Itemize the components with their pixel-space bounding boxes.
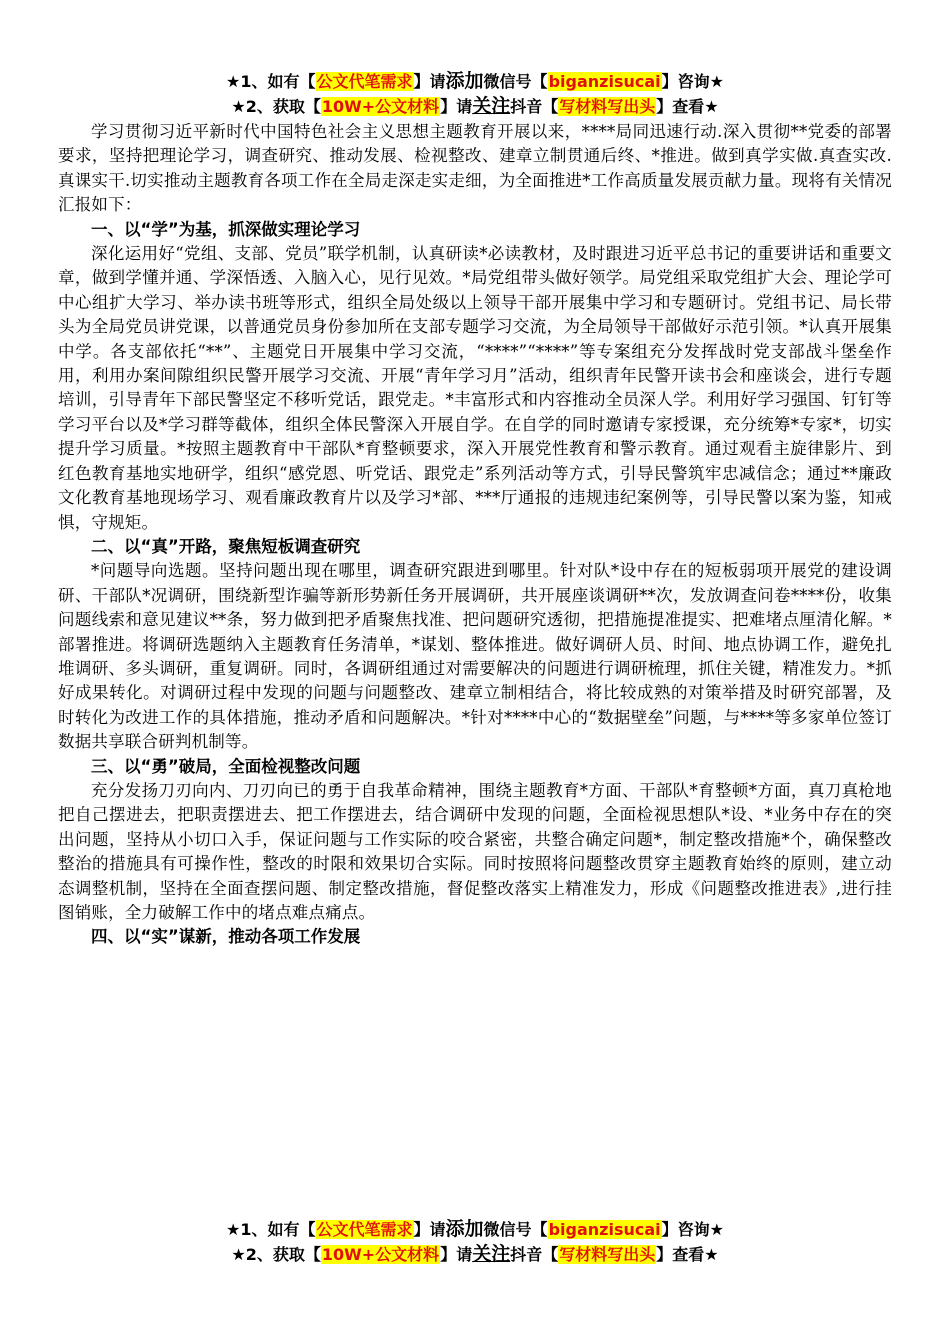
- banner-text: 】请: [440, 1245, 473, 1264]
- banner-highlight-materials: 10W+公文材料: [321, 97, 440, 116]
- banner-text: 】请: [413, 72, 446, 91]
- banner-emphasis-follow: 关注: [472, 1243, 511, 1265]
- top-banner-line-1: [0, 69, 950, 94]
- banner-prefix: ★2、获取【: [231, 1245, 321, 1264]
- banner-wechat-id: biganzisucai: [548, 1220, 661, 1239]
- bottom-banner-line-2: [0, 1242, 950, 1267]
- banner-suffix: 】咨询★: [661, 72, 724, 91]
- banner-highlight-ghostwriting: 公文代笔需求: [316, 72, 413, 91]
- banner-suffix: 】查看★: [656, 1245, 719, 1264]
- banner-highlight-materials: 10W+公文材料: [321, 1245, 440, 1264]
- banner-prefix: ★2、获取【: [231, 97, 321, 116]
- banner-text: 抖音【: [510, 97, 559, 116]
- banner-prefix: ★1、如有【: [226, 72, 316, 91]
- top-banner-line-2: [0, 94, 950, 119]
- bottom-banner-line-1: [0, 1217, 950, 1242]
- banner-text: 】请: [440, 97, 473, 116]
- banner-text: 抖音【: [510, 1245, 559, 1264]
- banner-douyin-account: 写材料写出头: [559, 1245, 656, 1264]
- banner-text: 微信号【: [483, 1220, 548, 1239]
- section-heading-4: 四、以“实”谋新，推动各项工作发展: [91, 927, 361, 947]
- bottom-banner: [0, 1217, 950, 1267]
- intro-paragraph: 学习贯彻习近平新时代中国特色社会主义思想主题教育开展以来，****局同迅速行动.深入贯彻**党委的部署要求，坚持把理论学习，调查研究、推动发展、检视整改、建章立制贯通后终、*推进。做到真学实做.真查实改.真课实干.切实推动主题教育各项工作在全局走深走实走细，为全面推进*工作高质量发展贡献力量。现将有关情况汇报如下：: [58, 122, 892, 215]
- section-paragraph-2: *问题导向选题。坚持问题出现在哪里，调查研究跟进到哪里。针对队*设中存在的短板弱项开展党的建设调研、干部队*况调研，围绕新型诈骗等新形势新任务开展调研，共开展座谈调研**次，发放调查问卷****份，收集问题线索和意见建议**条，努力做到把矛盾聚焦找准、把问题研究透彻，把措施提准提实、把难堵点厘清化解。*部署推进。将调研选题纳入主题教育任务清单，*谋划、整体推进。做好调研人员、时间、地点协调工作，避免扎堆调研、多头调研，重复调研。同时，各调研组通过对需要解决的问题进行调研梳理，抓住关键，精准发力。*抓好成果转化。对调研过程中发现的问题与问题整改、建章立制相结合，将比较成熟的对策举措及时研究部署，及时转化为改进工作的具体措施，推动矛盾和问题解决。*针对****中心的“数据壁垒”问题，与****等多家单位签订数据共享联合研判机制等。: [58, 561, 892, 752]
- banner-text: 微信号【: [483, 72, 548, 91]
- section-heading-1: 一、以“学”为基，抓深做实理论学习: [91, 219, 361, 239]
- banner-emphasis-add: 添加: [445, 1218, 484, 1240]
- banner-douyin-account: 写材料写出头: [559, 97, 656, 116]
- banner-suffix: 】查看★: [656, 97, 719, 116]
- banner-suffix: 】咨询★: [661, 1220, 724, 1239]
- section-paragraph-3: 充分发扬刀刃向内、刀刃向已的勇于自我革命精神，围绕主题教育*方面、干部队*育整顿*方面，真刀真枪地把自己摆进去，把职责摆进去、把工作摆进去，结合调研中发现的问题，全面检视思想队*设、*业务中存在的突出问题，坚持从小切口入手，保证问题与工作实际的咬合紧密，共整合确定问题*，制定整改措施*个，确保整改整治的措施具有可操作性，整改的时限和效果切合实际。同时按照将问题整改贯穿主题教育始终的原则，建立动态调整机制，坚持在全面查摆问题、制定整改措施，督促整改落实上精准发力，形成《问题整改推进表》,进行挂图销账，全力破解工作中的堵点难点痛点。: [58, 780, 892, 922]
- banner-emphasis-add: 添加: [445, 70, 484, 92]
- banner-text: 】请: [413, 1220, 446, 1239]
- banner-highlight-ghostwriting: 公文代笔需求: [316, 1220, 413, 1239]
- banner-prefix: ★1、如有【: [226, 1220, 316, 1239]
- section-heading-2: 二、以“真”开路，聚焦短板调查研究: [91, 536, 361, 556]
- banner-wechat-id: biganzisucai: [548, 72, 661, 91]
- document-body: [58, 120, 892, 950]
- banner-emphasis-follow: 关注: [472, 95, 511, 117]
- section-heading-3: 三、以“勇”破局，全面检视整改问题: [91, 756, 361, 776]
- section-paragraph-1: 深化运用好“党组、支部、党员”联学机制，认真研读*必读教材，及时跟进习近平总书记的重要讲话和重要文章，做到学懂并通、学深悟透、入脑入心，见行见效。*局党组带头做好领学。局党组采取党组扩大会、理论学可中心组扩大学习、举办读书班等形式，组织全局处级以上领导干部开展集中学习和专题研讨。党组书记、局长带头为全局党员讲党课，以普通党员身份参加所在支部专题学习交流，为全局领导干部做好示范引领。*认真开展集中学。各支部依托“**”、主题党日开展集中学习交流，“****”“****”等专案组充分发挥战时党支部战斗堡垒作用，利用办案间隙组织民警开展学习交流、开展“青年学习月”活动，组织青年民警开读书会和座谈会，进行专题培训，引导青年下部民警坚定不移听党话，跟党走。*丰富形式和内容推动全员深人学。利用好学习强国、钉钉等学习平台以及*学习群等截体，组织全体民警深入开展自学。在自学的同时邀请专家授课，充分统筹*专家*，切实提升学习质量。*按照主题教育中干部队*育整顿要求，深入开展党性教育和警示教育。通过观看主旋律影片、到红色教育基地实地研学，组织“感党恩、听党话、跟党走”系列活动等方式，引导民警筑牢忠减信念；通过**廉政文化教育基地现场学习、观看廉政教育片以及学习*部、***厅通报的违规违纪案例等，引导民警以案为鉴，知戒惧，守规矩。: [58, 244, 892, 532]
- top-banner: [0, 69, 950, 119]
